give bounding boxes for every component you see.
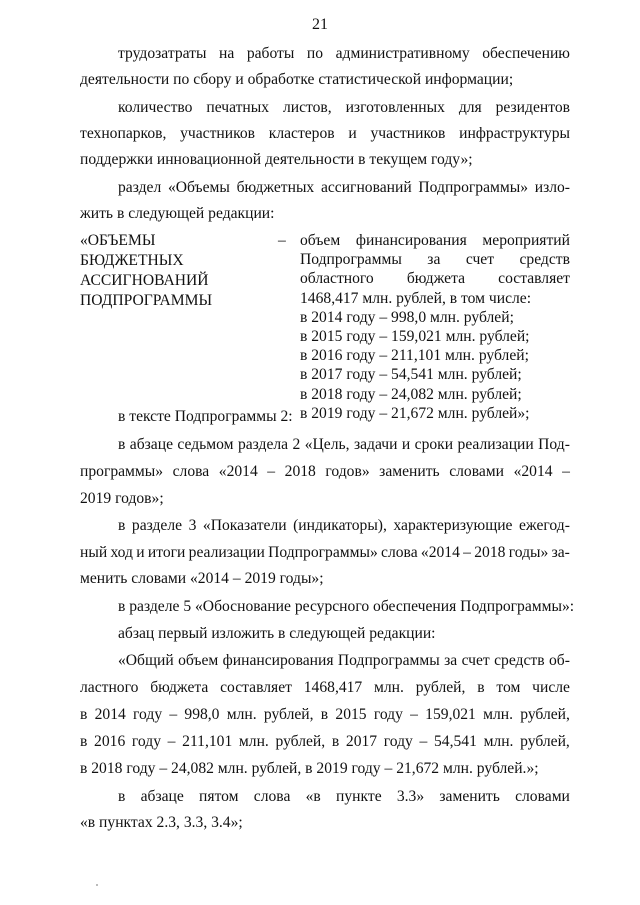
word: Подпрограммы» xyxy=(268,544,378,561)
word: изло- xyxy=(534,179,570,196)
word: за xyxy=(444,652,458,669)
word: – xyxy=(410,706,418,723)
word: реализации xyxy=(188,544,265,561)
word: 1468,417 xyxy=(303,679,363,696)
paragraph-line xyxy=(80,678,570,698)
paragraph-line xyxy=(80,124,570,144)
word: числе xyxy=(532,679,570,696)
word: финансирования xyxy=(222,652,334,669)
word: областного xyxy=(300,270,374,288)
word: годы» xyxy=(508,544,549,561)
paragraph-line: в тексте Подпрограммы 2: xyxy=(118,408,293,425)
word: 2018 xyxy=(284,463,316,480)
word: средств xyxy=(519,251,570,269)
word: пятом xyxy=(199,788,239,805)
word: печатных xyxy=(206,99,270,116)
word: ластного xyxy=(80,679,139,696)
word: – xyxy=(167,733,176,750)
word: – xyxy=(169,706,178,723)
paragraph-line: поддержки инновационной деятельности в текущем году»; xyxy=(80,151,473,168)
word: «2014 xyxy=(513,463,553,480)
table-right-line: в 2015 году – 159,021 млн. рублей; xyxy=(300,327,530,345)
word: финансирования xyxy=(355,232,467,249)
word: году xyxy=(383,733,413,750)
word: 2 xyxy=(292,436,301,453)
word: году xyxy=(373,706,403,723)
word: резидентов xyxy=(495,99,570,116)
word: участников xyxy=(370,125,446,142)
word: 2015 xyxy=(335,706,367,723)
word: ный xyxy=(80,544,108,561)
word: мероприятий xyxy=(482,232,570,249)
word: году xyxy=(131,733,161,750)
word: за xyxy=(427,251,441,269)
table-right-column xyxy=(300,231,570,423)
word: 3 xyxy=(188,517,197,534)
word: Подпрограммы xyxy=(337,652,440,669)
word: Подпрограммы xyxy=(300,251,402,269)
word: трудозатраты xyxy=(118,45,207,62)
word: в xyxy=(477,679,485,696)
word: количество xyxy=(118,99,193,116)
word: 2016 xyxy=(94,733,126,750)
word: ход xyxy=(110,544,133,561)
word: – xyxy=(267,463,276,480)
word: объем xyxy=(178,652,219,669)
table-left-line: «ОБЪЕМЫ xyxy=(80,232,156,249)
paragraph-line xyxy=(80,705,570,725)
paragraph-line xyxy=(80,732,570,752)
word: рублей, xyxy=(263,706,314,723)
word: итоги xyxy=(147,544,186,561)
paragraph-line: менить словами «2014 – 2019 годы»; xyxy=(80,570,324,587)
table-right-line xyxy=(300,250,570,269)
word: слова xyxy=(381,544,418,561)
word: млн. xyxy=(483,706,513,723)
word: млн. xyxy=(226,706,257,723)
word: – xyxy=(562,463,570,480)
word: млн. xyxy=(374,679,404,696)
word: изготовленных xyxy=(345,99,445,116)
word: 159,021 xyxy=(425,706,476,723)
word: годов» xyxy=(325,463,370,480)
word: абзаце xyxy=(129,436,173,453)
paragraph-line: «в пунктах 2.3, 3.3, 3.4»; xyxy=(80,814,243,831)
word: на xyxy=(218,45,235,62)
word: 54,541 xyxy=(434,733,477,750)
word: (индикаторы), xyxy=(293,517,387,534)
word: и xyxy=(136,544,145,561)
word: и xyxy=(348,125,357,142)
word: в xyxy=(331,733,340,750)
paragraph-line: деятельности по сбору и обработке статистической информации; xyxy=(80,71,514,88)
table-left-line: АССИГНОВАНИЙ xyxy=(80,272,209,289)
table-dash: – xyxy=(278,232,286,249)
word: характеризующие xyxy=(393,517,513,534)
word: Под- xyxy=(538,436,570,453)
word: задачи xyxy=(353,436,398,453)
word: раздел xyxy=(118,179,162,196)
word: 3.3» xyxy=(396,788,425,805)
word: году xyxy=(133,706,163,723)
word: работы xyxy=(246,45,295,62)
word: рублей, xyxy=(520,706,570,723)
word: об- xyxy=(548,652,570,669)
table-right-line: 1468,417 млн. рублей, в том числе: xyxy=(300,289,532,307)
paragraph-line: в 2018 году – 24,082 млн. рублей, в 2019 году – 21,672 млн. рублей.»; xyxy=(80,760,539,777)
word: бюджетных xyxy=(236,179,315,196)
word: «Объемы xyxy=(167,179,230,196)
word: том xyxy=(496,679,521,696)
word: «2014 xyxy=(420,544,460,561)
word: млн. xyxy=(483,733,514,750)
table-right-line: в 2014 году – 998,0 млн. рублей; xyxy=(300,308,514,326)
word: Подпрограммы» xyxy=(418,179,529,196)
word: ассигнований xyxy=(320,179,412,196)
word: – xyxy=(463,544,471,561)
word: заменить xyxy=(439,788,500,805)
word: 2018 xyxy=(474,544,506,561)
word: слова xyxy=(253,788,291,805)
word: ежегод- xyxy=(519,517,570,534)
word: млн. xyxy=(238,733,269,750)
word: листов, xyxy=(282,99,332,116)
paragraph-line xyxy=(118,178,570,198)
paragraph-line xyxy=(118,98,570,118)
word: административному xyxy=(335,45,470,62)
word: бюджета xyxy=(150,679,209,696)
paragraph-line: 2019 годов»; xyxy=(80,490,164,507)
word: в xyxy=(80,733,88,750)
word: средств xyxy=(494,652,545,669)
word: рублей, xyxy=(275,733,326,750)
word: составляет xyxy=(220,679,292,696)
word: рублей, xyxy=(415,679,466,696)
word: счет xyxy=(465,251,495,269)
table-right-line: в 2018 году – 24,082 млн. рублей; xyxy=(300,385,522,403)
word: за- xyxy=(551,544,570,561)
word: рублей, xyxy=(520,733,570,750)
paragraph-line: в разделе 5 «Обоснование ресурсного обеспечения Подпрограммы»: xyxy=(118,598,575,615)
word: заменить xyxy=(379,463,440,480)
word: 2014 xyxy=(94,706,126,723)
word: «Цель, xyxy=(304,436,350,453)
table-right-line: в 2019 году – 21,672 млн. рублей»; xyxy=(300,404,530,422)
word: программы» xyxy=(80,463,164,480)
paragraph-line xyxy=(80,462,570,482)
word: 211,101 xyxy=(182,733,233,750)
table-right-line: в 2016 году – 211,101 млн. рублей; xyxy=(300,347,529,365)
word: в xyxy=(80,706,88,723)
word: в xyxy=(118,788,126,805)
word: «2014 xyxy=(218,463,258,480)
paragraph-line xyxy=(118,44,570,64)
word: абзаце xyxy=(140,788,184,805)
paragraph-line xyxy=(118,651,570,671)
paragraph-line xyxy=(118,787,570,807)
word: словами xyxy=(515,788,570,805)
word: 998,0 xyxy=(184,706,220,723)
word: пункте xyxy=(336,788,382,805)
word: в xyxy=(118,517,126,534)
word: кластеров xyxy=(268,125,335,142)
paragraph-line xyxy=(80,543,570,563)
word: «Общий xyxy=(118,652,174,669)
word: разделе xyxy=(131,517,183,534)
word: участников xyxy=(180,125,256,142)
page-number: 21 xyxy=(312,16,328,33)
paragraph-line xyxy=(118,516,570,536)
word: инфраструктуры xyxy=(459,125,570,142)
paragraph-line: жить в следующей редакции: xyxy=(80,205,275,222)
word: реализации xyxy=(457,436,534,453)
word: бюджета xyxy=(406,270,466,288)
word: составляет xyxy=(498,270,570,288)
word: «Показатели xyxy=(202,517,287,534)
scan-speck xyxy=(96,884,98,886)
table-left-column xyxy=(80,231,212,311)
table-left-line: ПОДПРОГРАММЫ xyxy=(80,292,213,309)
word: словами xyxy=(449,463,505,480)
word: в xyxy=(118,436,126,453)
word: в xyxy=(320,706,329,723)
word: слова xyxy=(172,463,210,480)
word: седьмом xyxy=(177,436,234,453)
word: – xyxy=(419,733,428,750)
word: раздела xyxy=(237,436,289,453)
word: 2017 xyxy=(345,733,378,750)
word: по xyxy=(306,45,324,62)
word: и xyxy=(401,436,411,453)
word: для xyxy=(458,99,482,116)
table-left-line: БЮДЖЕТНЫХ xyxy=(80,252,184,269)
word: «в xyxy=(305,788,321,805)
word: обеспечению xyxy=(482,45,570,62)
word: технопарков, xyxy=(80,125,167,142)
word: сроки xyxy=(414,436,454,453)
table-right-line xyxy=(300,231,570,250)
word: счет xyxy=(461,652,490,669)
paragraph-line xyxy=(118,435,570,455)
word: объем xyxy=(300,232,341,249)
table-right-line: в 2017 году – 54,541 млн. рублей; xyxy=(300,366,522,384)
table-right-line xyxy=(300,269,570,288)
paragraph-line: абзац первый изложить в следующей редакции: xyxy=(118,625,436,642)
